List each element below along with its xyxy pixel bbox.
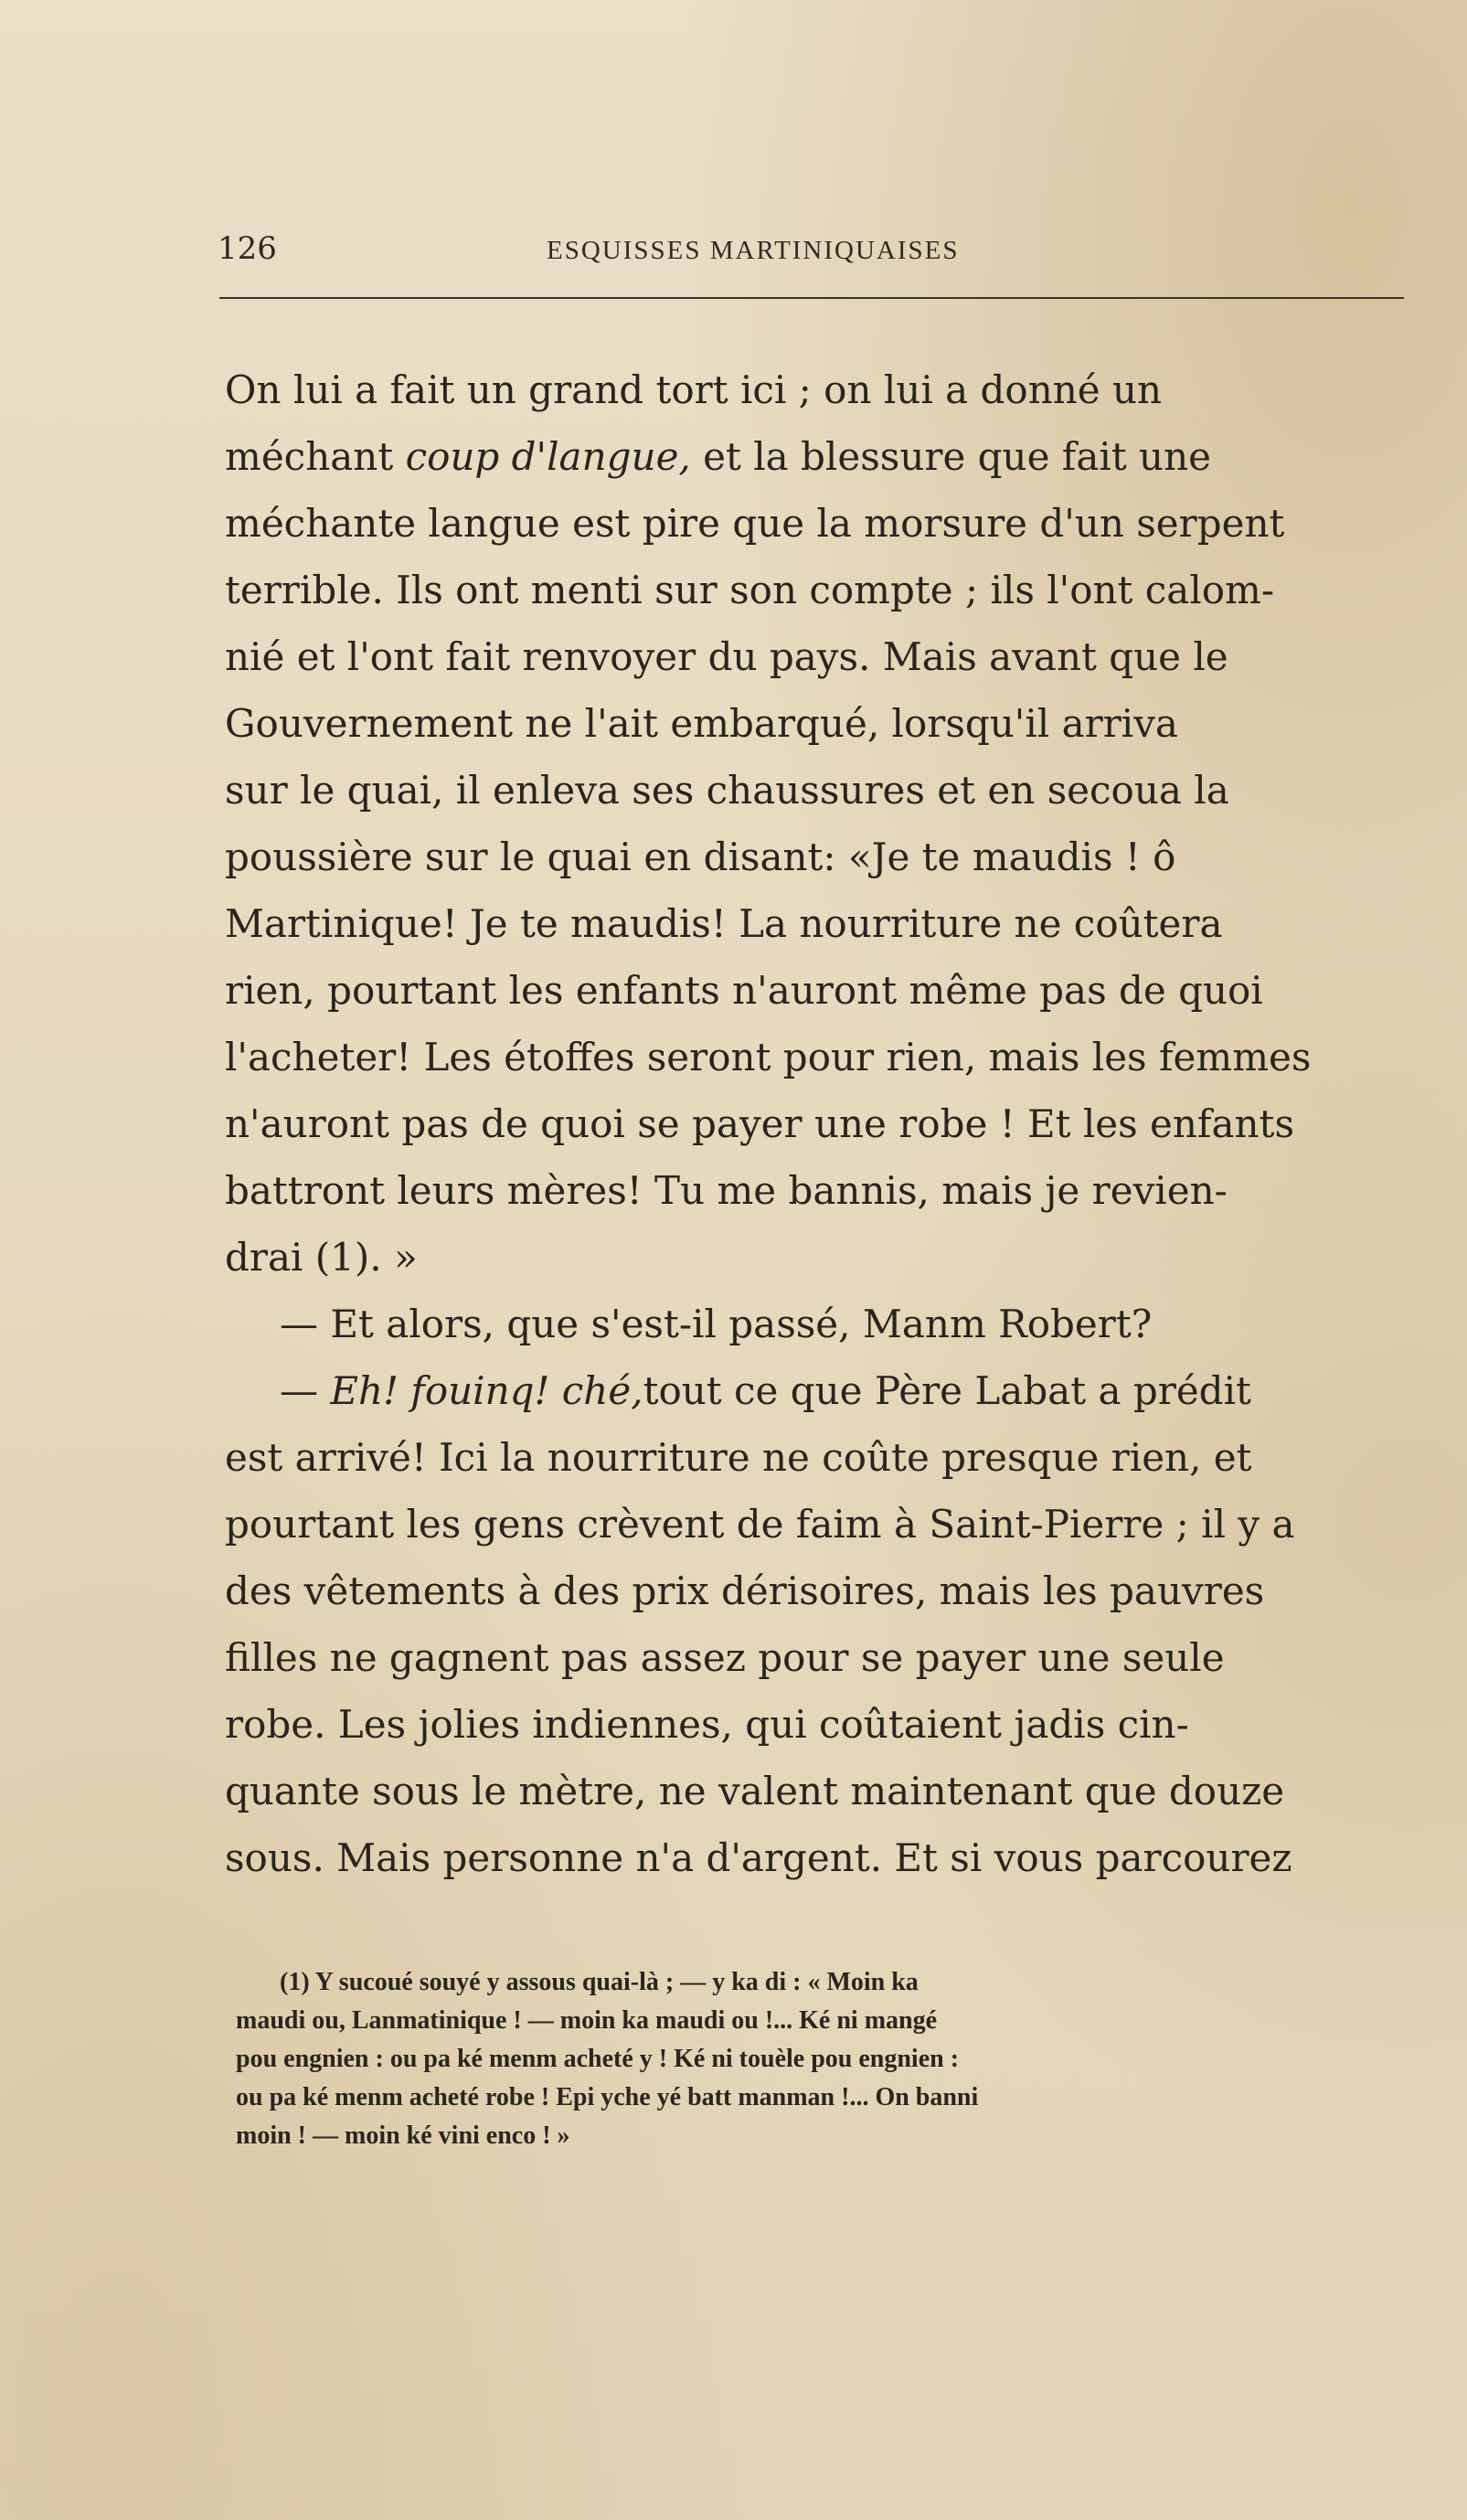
text-line: poussière sur le quai en disant: «Je te maudis ! ô: [225, 835, 1176, 879]
text-line: Martinique! Je te maudis! La nourriture ne coûtera: [225, 901, 1223, 946]
italic-phrase: Eh! fouinq! ché,: [330, 1368, 643, 1413]
text-line: battront leurs mères! Tu me bannis, mais je revien-: [225, 1168, 1228, 1213]
text-span: et la blessure que fait une: [690, 434, 1211, 479]
header-rule: [219, 297, 1404, 299]
running-head: [218, 230, 1406, 285]
text-line: [225, 423, 1413, 490]
text-span: tout ce que Père Labat a prédit: [643, 1368, 1251, 1413]
footnote-line: maudi ou, Lanmatinique ! — moin ka maudi ou !... Ké ni mangé: [236, 2006, 938, 2035]
text-line: On lui a fait un grand tort ici ; on lui a donné un: [225, 367, 1163, 412]
footnote-line: ou pa ké menm acheté robe ! Epi yche yé batt manman !... On banni: [236, 2083, 979, 2111]
text-line: Gouvernement ne l'ait embarqué, lorsqu'il arriva: [225, 701, 1178, 746]
text-line: rien, pourtant les enfants n'auront même pas de quoi: [225, 968, 1263, 1013]
page-number: 126: [218, 230, 277, 267]
body-text: [225, 356, 1413, 1891]
dialogue-line: [225, 1357, 1413, 1424]
text-line: drai (1). »: [225, 1235, 418, 1280]
text-span: —: [280, 1368, 331, 1413]
text-line: nié et l'ont fait renvoyer du pays. Mais avant que le: [225, 634, 1228, 679]
text-line: n'auront pas de quoi se payer une robe ! Et les enfants: [225, 1101, 1294, 1146]
footnote-line: moin ! — moin ké vini enco ! »: [236, 2121, 570, 2150]
text-line: robe. Les jolies indiennes, qui coûtaient jadis cin-: [225, 1702, 1189, 1747]
text-line: l'acheter! Les étoffes seront pour rien, mais les femmes: [225, 1035, 1312, 1079]
dialogue-line: — Et alors, que s'est-il passé, Manm Robert?: [280, 1302, 1153, 1346]
text-line: méchante langue est pire que la morsure d'un serpent: [225, 501, 1285, 546]
running-title: ESQUISSES MARTINIQUAISES: [547, 236, 960, 265]
text-line: terrible. Ils ont menti sur son compte ; ils l'ont calom-: [225, 568, 1275, 612]
text-line: filles ne gagnent pas assez pour se payer une seule: [225, 1635, 1225, 1680]
text-line: sous. Mais personne n'a d'argent. Et si vous parcourez: [225, 1835, 1292, 1880]
text-line: sur le quai, il enleva ses chaussures et en secoua la: [225, 768, 1229, 813]
text-span: méchant: [225, 434, 406, 479]
footnote: [236, 1963, 1424, 2155]
italic-phrase: coup d'langue,: [405, 434, 691, 479]
footnote-line: (1) Y sucoué souyé y assous quai-là ; — y ka di : « Moin ka: [280, 1968, 919, 1996]
text-line: des vêtements à des prix dérisoires, mais les pauvres: [225, 1568, 1265, 1613]
text-line: pourtant les gens crèvent de faim à Saint-Pierre ; il y a: [225, 1502, 1295, 1547]
text-line: quante sous le mètre, ne valent maintenant que douze: [225, 1769, 1285, 1813]
text-line: est arrivé! Ici la nourriture ne coûte presque rien, et: [225, 1435, 1252, 1480]
footnote-line: pou engnien : ou pa ké menm acheté y ! Ké ni touèle pou engnien :: [236, 2045, 960, 2073]
